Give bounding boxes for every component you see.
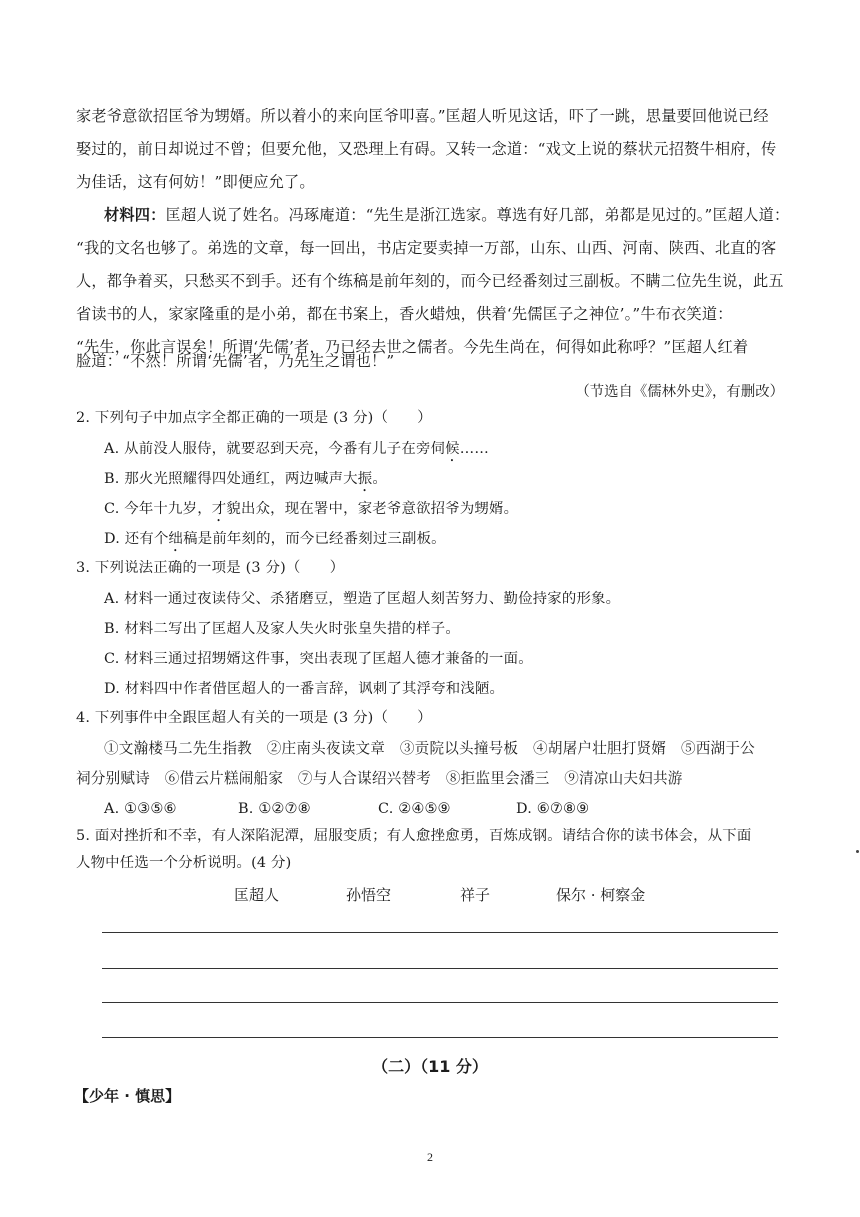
question-3-stem: 3. 下列说法正确的一项是 (3 分)（ ）: [76, 560, 345, 576]
passage-source: （节选自《儒林外史》，有删改）: [575, 384, 784, 400]
character-name: 保尔 · 柯察金: [556, 886, 646, 904]
answer-line[interactable]: [102, 1002, 778, 1003]
character-name: 祥子: [460, 886, 491, 904]
passage-line: 脸道：“不然！所谓‘先儒’者，乃先生之谓也！”: [76, 352, 395, 370]
passage-line: 为佳话，这有何妨！”即便应允了。: [76, 173, 315, 191]
answer-line[interactable]: [102, 1037, 778, 1038]
section-title: （二）（11 分）: [372, 1057, 488, 1076]
question-5-stem-line: 人物中任选一个分析说明。(4 分): [76, 855, 292, 871]
passage-line: “我的文名也够了。弟选的文章，每一回出，书店定要卖掉一万部，山东、山西、河南、陕西、北直的客: [76, 239, 777, 257]
option-text: B. 那火光照耀得四处通红，两边喊声大: [104, 471, 358, 487]
character-name: 孙悟空: [346, 886, 392, 904]
dotted-char: 绌: [168, 531, 184, 547]
option-text: 貌出众，现在署中，家老爷意欲招爷为甥婿。: [226, 501, 519, 517]
question-4-choice-a: A. ①③⑤⑥: [104, 801, 177, 817]
question-2-option-a: [104, 439, 489, 465]
passage-line: 省读书的人，家家隆重的是小弟，都在书案上，香火蜡烛，供着‘先儒匡子之神位’。”牛布衣笑道：: [76, 305, 733, 323]
question-5-stem-line: 5. 面对挫折和不幸，有人深陷泥潭，屈服变质；有人愈挫愈勇，百炼成钢。请结合你的读书体会，从下面: [76, 828, 752, 844]
dotted-char: 振: [357, 471, 373, 487]
option-text: D. 还有个: [104, 531, 169, 547]
passage-line: 匡超人说了姓名。冯琢庵道：“先生是浙江选家。尊选有好几部，弟都是见过的。”匡超人道：: [165, 206, 790, 224]
option-text: 。: [372, 471, 387, 487]
question-2-option-c: [104, 499, 518, 525]
option-text: ……: [459, 441, 489, 457]
question-4-events-line: ①文瀚楼马二先生指教 ②庄南头夜读文章 ③贡院以头撞号板 ④胡屠户壮胆打贤婿 ⑤西湖于公: [104, 740, 755, 757]
question-3-option-d: D. 材料四中作者借匡超人的一番言辞，讽刺了其浮夸和浅陋。: [104, 681, 505, 697]
dotted-char: 才: [211, 501, 227, 517]
question-4-events-line: 祠分别赋诗 ⑥借云片糕闹船家 ⑦与人合谋绍兴替考 ⑧拒监里会潘三 ⑨清凉山夫妇共游: [76, 770, 683, 787]
option-text: A. 从前没人服侍，就要忍到天亮，今番有儿子在旁伺: [104, 441, 446, 457]
question-4-choice-d: D. ⑥⑦⑧⑨: [516, 801, 590, 817]
material4-label: 材料四：: [104, 206, 166, 224]
passage-line: 家老爷意欲招匡爷为甥婿。所以着小的来向匡爷叩喜。”匡超人听见这话，吓了一跳，思量要回他说已经: [76, 107, 769, 125]
character-list: [0, 884, 860, 906]
question-4-stem: 4. 下列事件中全跟匡超人有关的一项是 (3 分)（ ）: [76, 710, 432, 726]
answer-line[interactable]: [102, 968, 778, 969]
question-2-option-d: [104, 529, 446, 555]
subheading: 【少年 · 慎思】: [74, 1087, 181, 1105]
question-3-option-b: B. 材料二写出了匡超人及家人失火时张皇失措的样子。: [104, 621, 460, 637]
page-number: 2: [427, 1150, 433, 1164]
question-4-choice-b: B. ①②⑦⑧: [238, 801, 311, 817]
question-2-stem: 2. 下列句子中加点字全都正确的一项是 (3 分)（ ）: [76, 410, 432, 426]
question-3-option-a: A. 材料一通过夜读侍父、杀猪磨豆，塑造了匡超人刻苦努力、勤俭持家的形象。: [104, 591, 621, 607]
dotted-char: 候: [445, 441, 460, 457]
passage-line: 娶过的，前日却说过不曾；但要允他，又恐理上有碍。又转一念道：“戏文上说的蔡状元招赘牛相府，传: [76, 140, 777, 158]
answer-line[interactable]: [102, 932, 778, 933]
option-text: C. 今年十九岁，: [104, 501, 212, 517]
question-2-option-b: [104, 469, 387, 495]
character-name: 匡超人: [234, 886, 280, 904]
scan-speck: [856, 850, 859, 853]
question-3-option-c: C. 材料三通过招甥婿这件事，突出表现了匡超人德才兼备的一面。: [104, 651, 533, 667]
passage-line: “先生，你此言误矣！所谓‘先儒’者，乃已经去世之儒者。今先生尚在，何得如此称呼？”匡超人红着: [76, 338, 749, 356]
passage-line: 人，都争着买，只愁买不到手。还有个练稿是前年刻的，而今已经番刻过三副板。不瞒二位先生说，此五: [76, 272, 784, 290]
question-4-choice-c: C. ②④⑤⑨: [378, 801, 451, 817]
option-text: 稿是前年刻的，而今已经番刻过三副板。: [183, 531, 446, 547]
material4-first-line: [104, 205, 789, 225]
